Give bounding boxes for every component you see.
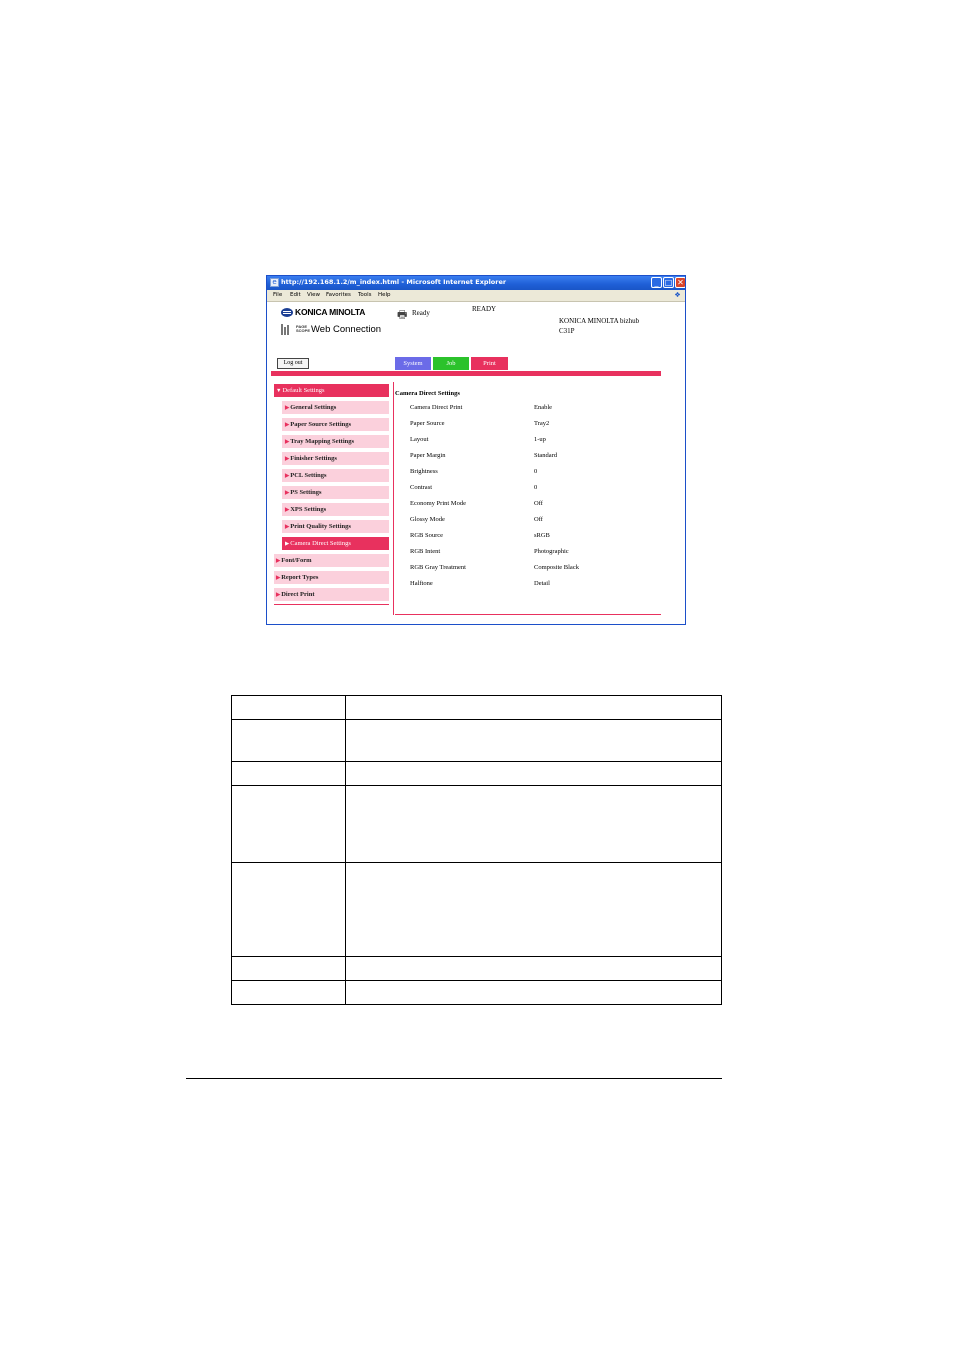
table-cell xyxy=(345,980,722,1005)
setting-value: Off xyxy=(534,516,543,523)
logout-button[interactable]: Log out xyxy=(277,358,309,369)
setting-value: Composite Black xyxy=(534,564,579,571)
settings-table xyxy=(231,695,722,1005)
table-cell xyxy=(231,956,346,981)
table-cell xyxy=(345,719,722,762)
sidebar-item-xps-settings[interactable]: ▶XPS Settings xyxy=(282,503,389,516)
setting-row xyxy=(410,531,670,541)
sidebar-item-finisher-settings[interactable]: ▶Finisher Settings xyxy=(282,452,389,465)
page-content xyxy=(267,302,685,625)
sidebar-item-ps-settings[interactable]: ▶PS Settings xyxy=(282,486,389,499)
tab-system[interactable]: System xyxy=(395,357,431,370)
setting-value: sRGB xyxy=(534,532,550,539)
table-cell xyxy=(345,862,722,957)
tab-job[interactable]: Job xyxy=(433,357,469,370)
triangle-right-icon: ▶ xyxy=(276,592,281,598)
menu-bar xyxy=(267,290,685,302)
maximize-button[interactable]: □ xyxy=(664,278,673,287)
close-button[interactable]: ✕ xyxy=(675,277,686,288)
triangle-right-icon: ▶ xyxy=(276,558,281,564)
setting-label: Camera Direct Print xyxy=(410,404,463,411)
sidebar-item-tray-mapping-settings[interactable]: ▶Tray Mapping Settings xyxy=(282,435,389,448)
table-cell xyxy=(345,695,722,720)
table-cell xyxy=(231,980,346,1005)
table-cell xyxy=(231,695,346,720)
ie-page-icon: e xyxy=(270,278,279,287)
triangle-right-icon: ▶ xyxy=(285,524,290,530)
triangle-right-icon: ▶ xyxy=(285,473,290,479)
table-cell xyxy=(231,785,346,863)
sidebar-item-camera-direct-settings[interactable]: ▶Camera Direct Settings xyxy=(282,537,389,550)
setting-row xyxy=(410,467,670,477)
table-cell xyxy=(345,785,722,863)
table-cell xyxy=(345,761,722,786)
table-cell xyxy=(345,956,722,981)
sidebar-item-print-quality-settings[interactable]: ▶Print Quality Settings xyxy=(282,520,389,533)
content-divider xyxy=(395,614,661,615)
sidebar-item-paper-source-settings[interactable]: ▶Paper Source Settings xyxy=(282,418,389,431)
triangle-right-icon: ▶ xyxy=(285,439,290,445)
setting-label: Paper Source xyxy=(410,420,445,427)
printer-status-icon: 🖶 xyxy=(397,309,408,321)
triangle-right-icon: ▶ xyxy=(285,507,290,513)
menu-tools[interactable]: Tools xyxy=(358,292,372,298)
sidebar-item-report-types[interactable]: ▶Report Types xyxy=(274,571,389,584)
setting-label: RGB Source xyxy=(410,532,444,539)
setting-row xyxy=(410,451,670,461)
setting-value: Photographic xyxy=(534,548,569,555)
setting-label: Paper Margin xyxy=(410,452,446,459)
setting-label: Economy Print Mode xyxy=(410,500,466,507)
sidebar-item-general-settings[interactable]: ▶General Settings xyxy=(282,401,389,414)
menu-favorites[interactable]: Favorites xyxy=(326,292,351,298)
minimize-button[interactable]: _ xyxy=(651,277,662,288)
setting-label: RGB Gray Treatment xyxy=(410,564,466,571)
setting-value: 0 xyxy=(534,468,538,475)
table-cell xyxy=(231,862,346,957)
sidebar-item-direct-print[interactable]: ▶Direct Print xyxy=(274,588,389,601)
setting-row xyxy=(410,419,670,429)
setting-label: RGB Intent xyxy=(410,548,441,555)
pagescope-logo-icon xyxy=(281,324,295,335)
header-divider xyxy=(271,371,661,376)
table-cell xyxy=(231,761,346,786)
menu-file[interactable]: File xyxy=(273,292,283,298)
model-name: KONICA MINOLTA bizhub C31P xyxy=(559,317,640,335)
triangle-down-icon: ▼ xyxy=(276,388,282,394)
pagescope-wordmark: PAGE SCOPE xyxy=(296,324,311,333)
triangle-right-icon: ▶ xyxy=(276,575,281,581)
setting-value: Enable xyxy=(534,404,553,411)
setting-value: Off xyxy=(534,500,543,507)
setting-row xyxy=(410,403,670,413)
triangle-right-icon: ▶ xyxy=(285,541,290,547)
table-cell xyxy=(231,719,346,762)
triangle-right-icon: ▶ xyxy=(285,422,290,428)
setting-label: Brightness xyxy=(410,468,438,475)
brand-logo: KONICA MINOLTA xyxy=(295,307,366,317)
konica-minolta-logo-icon xyxy=(281,308,293,317)
triangle-right-icon: ▶ xyxy=(285,456,290,462)
menu-edit[interactable]: Edit xyxy=(290,292,301,298)
product-name: Web Connection xyxy=(311,324,382,335)
setting-row xyxy=(410,435,670,445)
sidebar-item-pcl-settings[interactable]: ▶PCL Settings xyxy=(282,469,389,482)
sidebar-item-default-settings[interactable]: ▼Default Settings xyxy=(274,384,389,397)
setting-value: Detail xyxy=(534,580,550,587)
window-title: http://192.168.1.2/m_index.html - Microsoft Internet Explorer xyxy=(281,278,507,286)
setting-row xyxy=(410,579,670,589)
title-bar[interactable] xyxy=(267,276,685,290)
tab-print[interactable]: Print xyxy=(471,357,508,370)
triangle-right-icon: ▶ xyxy=(285,490,290,496)
setting-row xyxy=(410,515,670,525)
status-value: READY xyxy=(472,305,497,313)
setting-label: Halftone xyxy=(410,580,433,587)
setting-value: Tray2 xyxy=(534,420,550,427)
setting-row xyxy=(410,499,670,509)
status-label: Ready xyxy=(412,309,430,317)
menu-help[interactable]: Help xyxy=(378,292,391,298)
setting-label: Contrast xyxy=(410,484,433,491)
setting-row xyxy=(410,483,670,493)
menu-view[interactable]: View xyxy=(307,292,321,298)
setting-row xyxy=(410,563,670,573)
browser-window xyxy=(266,275,686,625)
setting-row xyxy=(410,547,670,557)
setting-label: Layout xyxy=(410,436,429,443)
page-title: Camera Direct Settings xyxy=(395,390,460,397)
vertical-divider xyxy=(393,382,394,615)
sidebar-item-font-form[interactable]: ▶Font/Form xyxy=(274,554,389,567)
setting-label: Glossy Mode xyxy=(410,516,445,523)
setting-value: Standard xyxy=(534,452,558,459)
triangle-right-icon: ▶ xyxy=(285,405,290,411)
setting-value: 1-up xyxy=(534,436,546,443)
setting-value: 0 xyxy=(534,484,538,491)
windows-flag-icon: ❖ xyxy=(674,291,681,299)
footer-rule xyxy=(186,1078,722,1079)
sidebar-divider xyxy=(274,604,389,605)
